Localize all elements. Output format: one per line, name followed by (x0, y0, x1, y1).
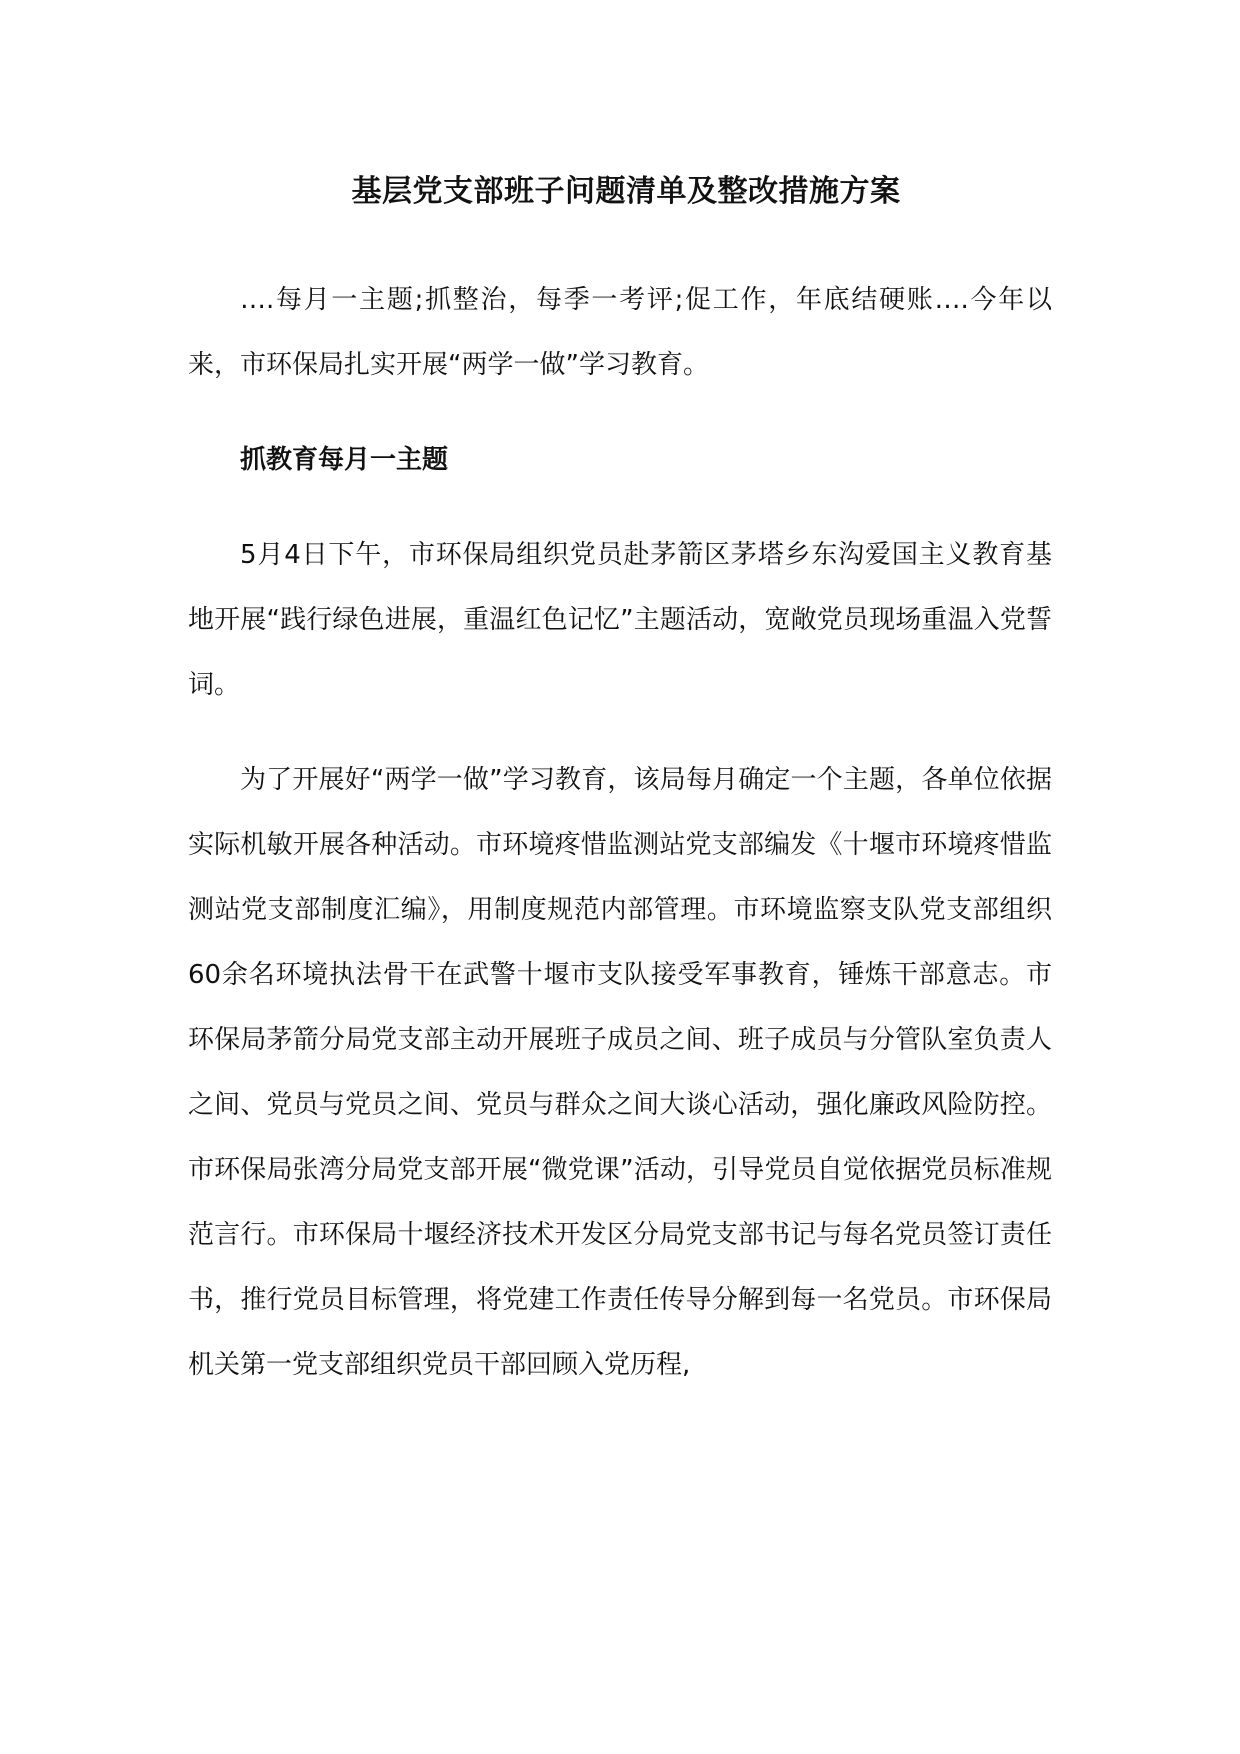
section-heading: 抓教育每月一主题 (240, 445, 449, 475)
intro-paragraph: ….每月一主题;抓整治，每季一考评;促工作，年底结硬账….今年以来，市环保局扎实开展“两学一做”学习教育。 (188, 285, 1052, 380)
body-paragraph-2: 为了开展好“两学一做”学习教育，该局每月确定一个主题，各单位依据实际机敏开展各种活动。市环境疼惜监测站党支部编发《十堰市环境疼惜监测站党支部制度汇编》，用制度规范内部管理。市环境监察支队党支部组织60余名环境执法骨干在武警十堰市支队接受军事教育，锤炼干部意志。市环保局茅箭分局党支部主动开展班子成员之间、班子成员与分管队室负责人之间、党员与党员之间、党员与群众之间大谈心活动，强化廉政风险防控。市环保局张湾分局党支部开展“微党课”活动，引导党员自觉依据党员标准规范言行。市环保局十堰经济技术开发区分局党支部书记与每名党员签订责任书，推行党员目标管理，将党建工作责任传导分解到每一名党员。市环保局机关第一党支部组织党员干部回顾入党历程, (188, 765, 1052, 1380)
document-title: 基层党支部班子问题清单及整改措施方案 (351, 174, 901, 209)
body-paragraph-1: 5月4日下午，市环保局组织党员赴茅箭区茅塔乡东沟爱国主义教育基地开展“践行绿色进展，重温红色记忆”主题活动，宽敞党员现场重温入党誓词。 (188, 540, 1052, 700)
document-page (188, 170, 1052, 1398)
